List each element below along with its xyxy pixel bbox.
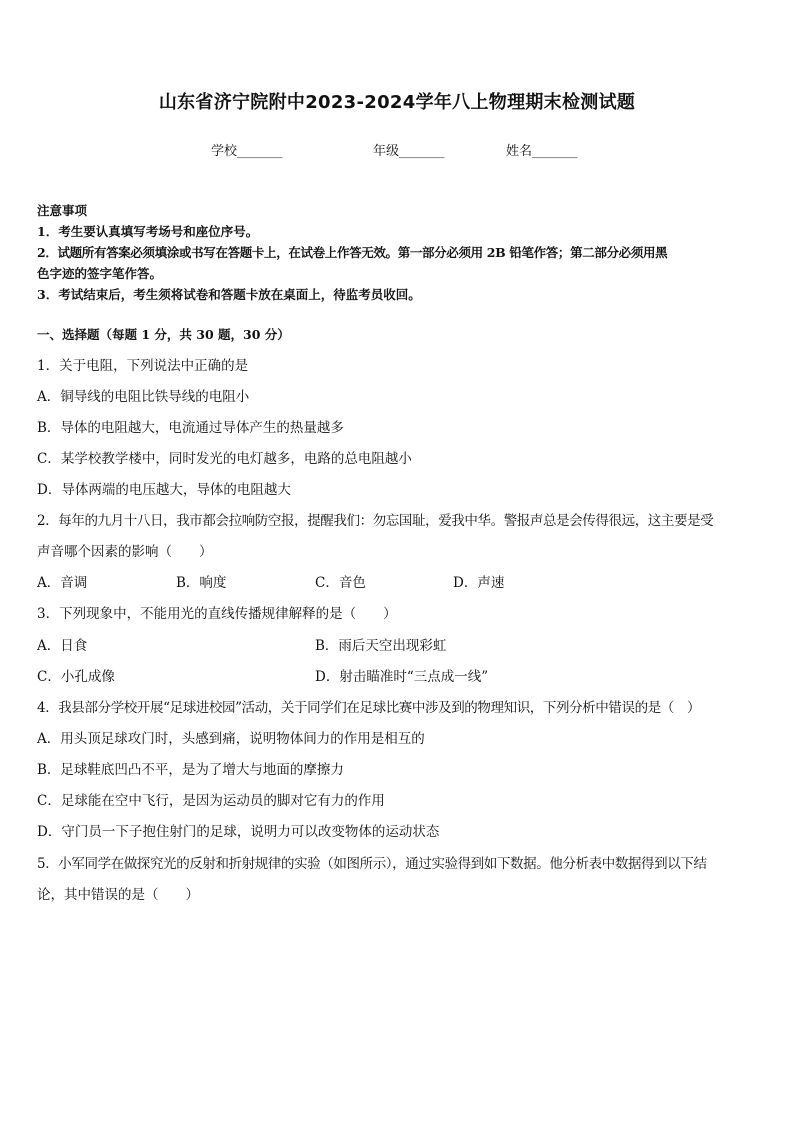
question-2-stem-cont: 声音哪个因素的影响（ ）: [37, 544, 213, 560]
question-5-stem: 5．小军同学在做探究光的反射和折射规律的实验（如图所示），通过实验得到如下数据。他分析表中数据得到以下结: [37, 856, 707, 872]
notice-heading: 注意事项: [37, 203, 88, 218]
school-field[interactable]: 学校_______: [211, 144, 283, 159]
question-1-option-a: A．铜导线的电阻比铁导线的电阻小: [37, 389, 250, 405]
question-3-option-a: A．日食: [37, 638, 88, 654]
question-4-option-b: B．足球鞋底凹凸不平，是为了增大与地面的摩擦力: [37, 762, 344, 778]
question-5-stem-cont: 论，其中错误的是（ ）: [37, 887, 199, 903]
question-4-option-c: C．足球能在空中飞行，是因为运动员的脚对它有力的作用: [37, 793, 385, 809]
question-4-stem: 4．我县部分学校开展“足球进校园”活动，关于同学们在足球比赛中涉及到的物理知识，下列分析中错误的是（ ）: [37, 700, 701, 716]
name-field[interactable]: 姓名_______: [506, 144, 578, 159]
question-1-option-c: C．某学校教学楼中，同时发光的电灯越多，电路的总电阻越小: [37, 451, 412, 467]
grade-field[interactable]: 年级_______: [373, 144, 445, 159]
question-3-option-d: D．射击瞄准时“三点成一线”: [315, 669, 489, 685]
section-title: 一、选择题（每题 1 分，共 30 题，30 分）: [37, 327, 290, 342]
notice-item: 2．试题所有答案必须填涂或书写在答题卡上，在试卷上作答无效。第一部分必须用 2B 铅笔作答；第二部分必须用黑: [37, 245, 668, 260]
exam-title: 山东省济宁院附中2023-2024学年八上物理期末检测试题: [158, 92, 636, 113]
question-2-option-a: A．音调: [37, 575, 88, 591]
question-2-option-d: D．声速: [453, 575, 505, 591]
question-2-option-c: C．音色: [315, 575, 366, 591]
question-4-option-d: D．守门员一下子抱住射门的足球，说明力可以改变物体的运动状态: [37, 824, 440, 840]
question-3-stem: 3．下列现象中，不能用光的直线传播规律解释的是（ ）: [37, 606, 397, 622]
question-4-option-a: A．用头顶足球攻门时，头感到痛，说明物体间力的作用是相互的: [37, 731, 425, 747]
question-3-option-c: C．小孔成像: [37, 669, 115, 685]
question-1-option-b: B．导体的电阻越大，电流通过导体产生的热量越多: [37, 420, 344, 436]
question-3-option-b: B．雨后天空出现彩虹: [315, 638, 447, 654]
notice-item: 1．考生要认真填写考场号和座位序号。: [37, 224, 259, 239]
question-1-stem: 1．关于电阻，下列说法中正确的是: [37, 358, 249, 374]
student-info-row: [0, 140, 794, 160]
question-2-option-b: B．响度: [176, 575, 227, 591]
notice-block: [37, 200, 759, 305]
question-1-option-d: D．导体两端的电压越大，导体的电阻越大: [37, 482, 291, 498]
question-2-stem: 2．每年的九月十八日，我市都会拉响防空报，提醒我们：勿忘国耻，爱我中华。警报声总是会传得很远，这主要是受: [37, 513, 714, 529]
notice-item: 色字迹的签字笔作答。: [37, 266, 163, 281]
notice-item: 3．考试结束后，考生须将试卷和答题卡放在桌面上，待监考员收回。: [37, 287, 421, 302]
